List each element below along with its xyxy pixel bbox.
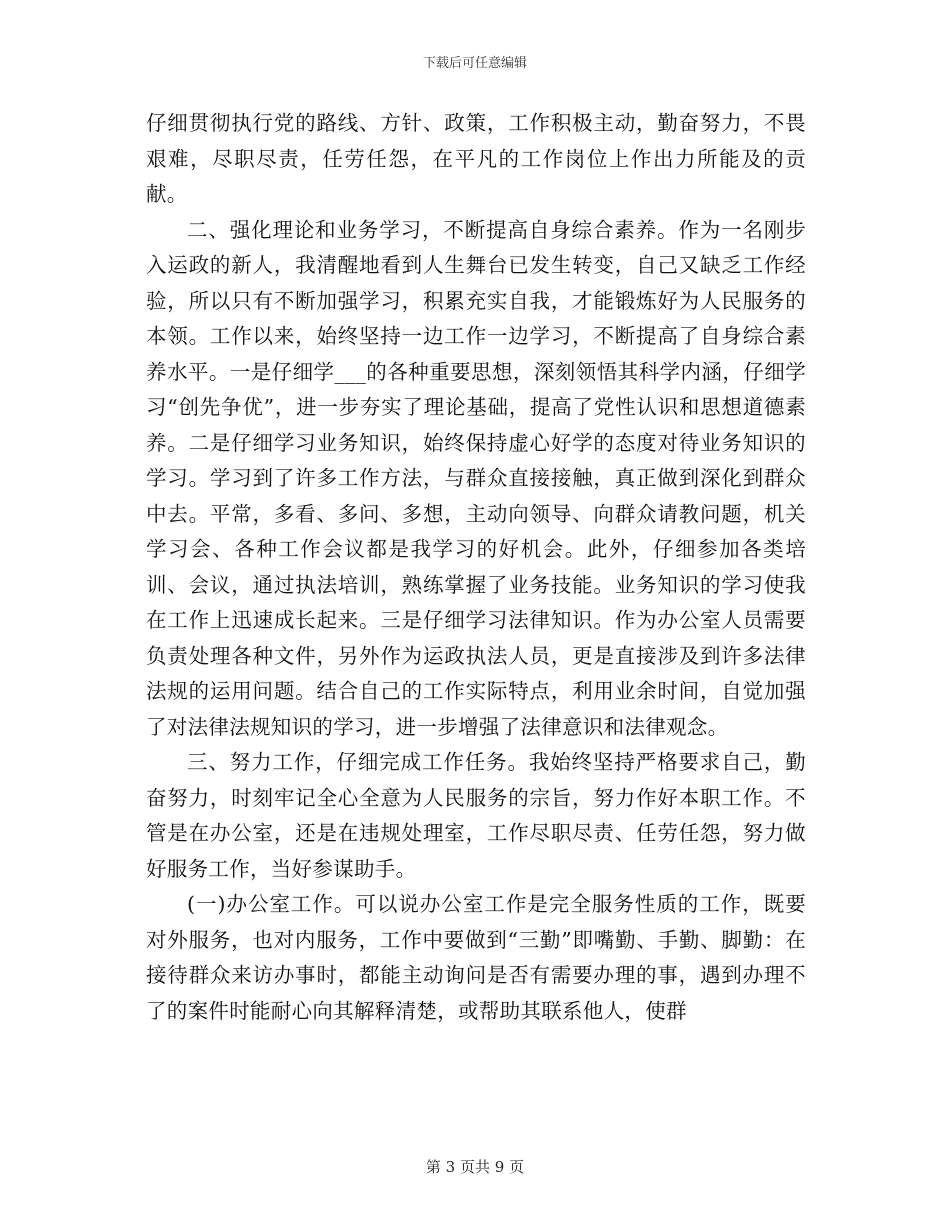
paragraph-3: 三、努力工作，仔细完成工作任务。我始终坚持严格要求自己，勤奋努力，时刻牢记全心全意为人民服务的宗旨，努力作好本职工作。不管是在办公室，还是在违规处理室，工作尽职尽责、任劳任怨，努力做好服务工作，当好参谋助手。 — [146, 750, 806, 881]
document-body — [146, 106, 806, 1029]
paragraph-2: 二、强化理论和业务学习，不断提高自身综合素养。作为一名刚步入运政的新人，我清醒地看到人生舞台已发生转变，自己又缺乏工作经验，所以只有不断加强学习，积累充实自我，才能锻炼好为人民服务的本领。工作以来，始终坚持一边工作一边学习，不断提高了自身综合素养水平。一是仔细学___的各种重要思想，深刻领悟其科学内涵，仔细学习“创先争优”，进一步夯实了理论基础，提高了党性认识和思想道德素养。二是仔细学习业务知识，始终保持虚心好学的态度对待业务知识的学习。学习到了许多工作方法，与群众直接接触，真正做到深化到群众中去。平常，多看、多问、多想，主动向领导、向群众请教问题，机关学习会、各种工作会议都是我学习的好机会。此外，仔细参加各类培训、会议，通过执法培训，熟练掌握了业务技能。业务知识的学习使我在工作上迅速成长起来。三是仔细学习法律知识。作为办公室人员需要负责处理各种文件，另外作为运政执法人员，更是直接涉及到许多法律法规的运用问题。结合自己的工作实际特点，利用业余时间，自觉加强了对法律法规知识的学习，进一步增强了法律意识和法律观念。 — [146, 217, 806, 739]
page-footer: 第 3 页共 9 页 — [425, 1158, 525, 1176]
paragraph-4: (一)办公室工作。可以说办公室工作是完全服务性质的工作，既要对外服务，也对内服务，工作中要做到“三勤”即嘴勤、手勤、脚勤：在接待群众来访办事时，都能主动询问是否有需要办理的事，遇到办理不了的案件时能耐心向其解释清楚，或帮助其联系他人，使群 — [146, 892, 806, 1023]
page-header: 下载后可任意编辑 — [422, 56, 527, 71]
paragraph-1: 仔细贯彻执行党的路线、方针、政策，工作积极主动，勤奋努力，不畏艰难，尽职尽责，任劳任怨，在平凡的工作岗位上作出力所能及的贡献。 — [146, 111, 806, 206]
